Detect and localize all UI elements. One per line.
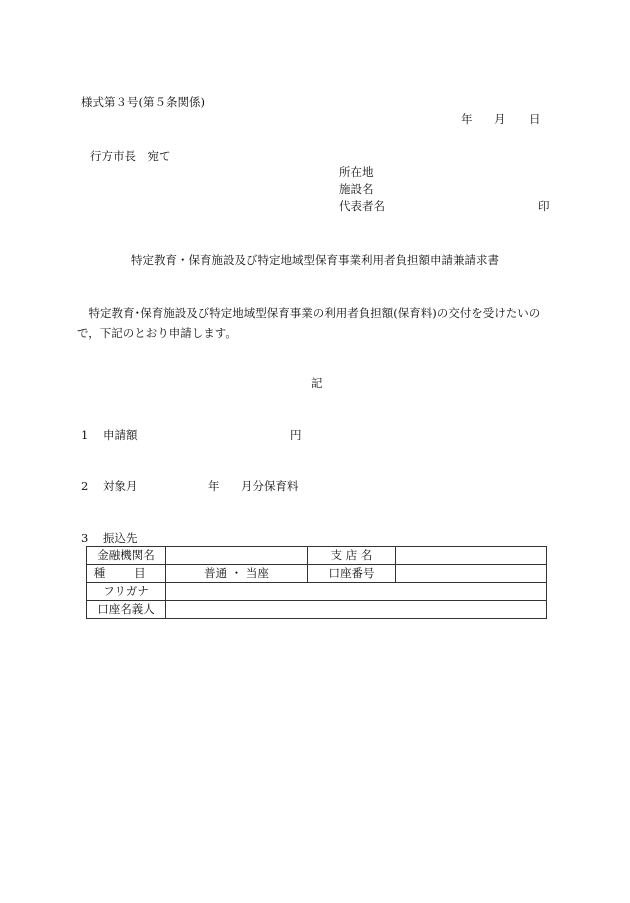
account-type-options[interactable]: 普通 ・ 当座 xyxy=(166,565,308,583)
account-number-field[interactable] xyxy=(396,565,547,583)
document-title: 特定教育・保育施設及び特定地域型保育事業利用者負担額申請兼請求書 xyxy=(131,253,499,267)
furigana-row xyxy=(87,583,547,601)
account-type-label: 種 目 xyxy=(87,565,166,583)
date-month-label: 月 xyxy=(494,112,506,126)
seal-mark: 印 xyxy=(538,199,550,213)
branch-field[interactable] xyxy=(396,547,547,565)
item-month-suffix: 月分保育料 xyxy=(241,479,299,493)
bank-name-field[interactable] xyxy=(166,547,308,565)
item-amount-number: 1 xyxy=(81,428,89,442)
item-month-year-label: 年 xyxy=(208,479,220,493)
holder-row xyxy=(87,601,547,619)
account-number-label: 口座番号 xyxy=(308,565,396,583)
account-holder-label: 口座名義人 xyxy=(87,601,166,619)
item-transfer-number: 3 xyxy=(81,531,89,545)
application-statement: 特定教育･保育施設及び特定地域型保育事業の利用者負担額(保育料)の交付を受けたいので，下記のとおり申請します。 xyxy=(77,306,541,340)
representative-label: 代表者名 xyxy=(339,199,385,213)
bank-account-table xyxy=(86,546,547,619)
addressee: 行方市長 宛て xyxy=(90,149,171,163)
date-day-label: 日 xyxy=(529,112,541,126)
account-holder-field[interactable] xyxy=(166,601,547,619)
location-label: 所在地 xyxy=(339,165,374,179)
furigana-field[interactable] xyxy=(166,583,547,601)
date-year-label: 年 xyxy=(461,112,473,126)
bank-row xyxy=(87,547,547,565)
item-month-label: 対象月 xyxy=(103,479,138,493)
furigana-label: フリガナ xyxy=(87,583,166,601)
facility-label: 施設名 xyxy=(339,182,374,196)
item-transfer-label: 振込先 xyxy=(103,531,138,545)
form-number: 様式第３号(第５条関係) xyxy=(81,95,205,109)
bank-name-label: 金融機関名 xyxy=(87,547,166,565)
item-amount-label: 申請額 xyxy=(103,428,138,442)
branch-label: 支 店 名 xyxy=(308,547,396,565)
item-month-number: 2 xyxy=(81,479,89,493)
item-amount-unit: 円 xyxy=(290,428,302,442)
account-type-row xyxy=(87,565,547,583)
ki-heading: 記 xyxy=(311,376,323,390)
